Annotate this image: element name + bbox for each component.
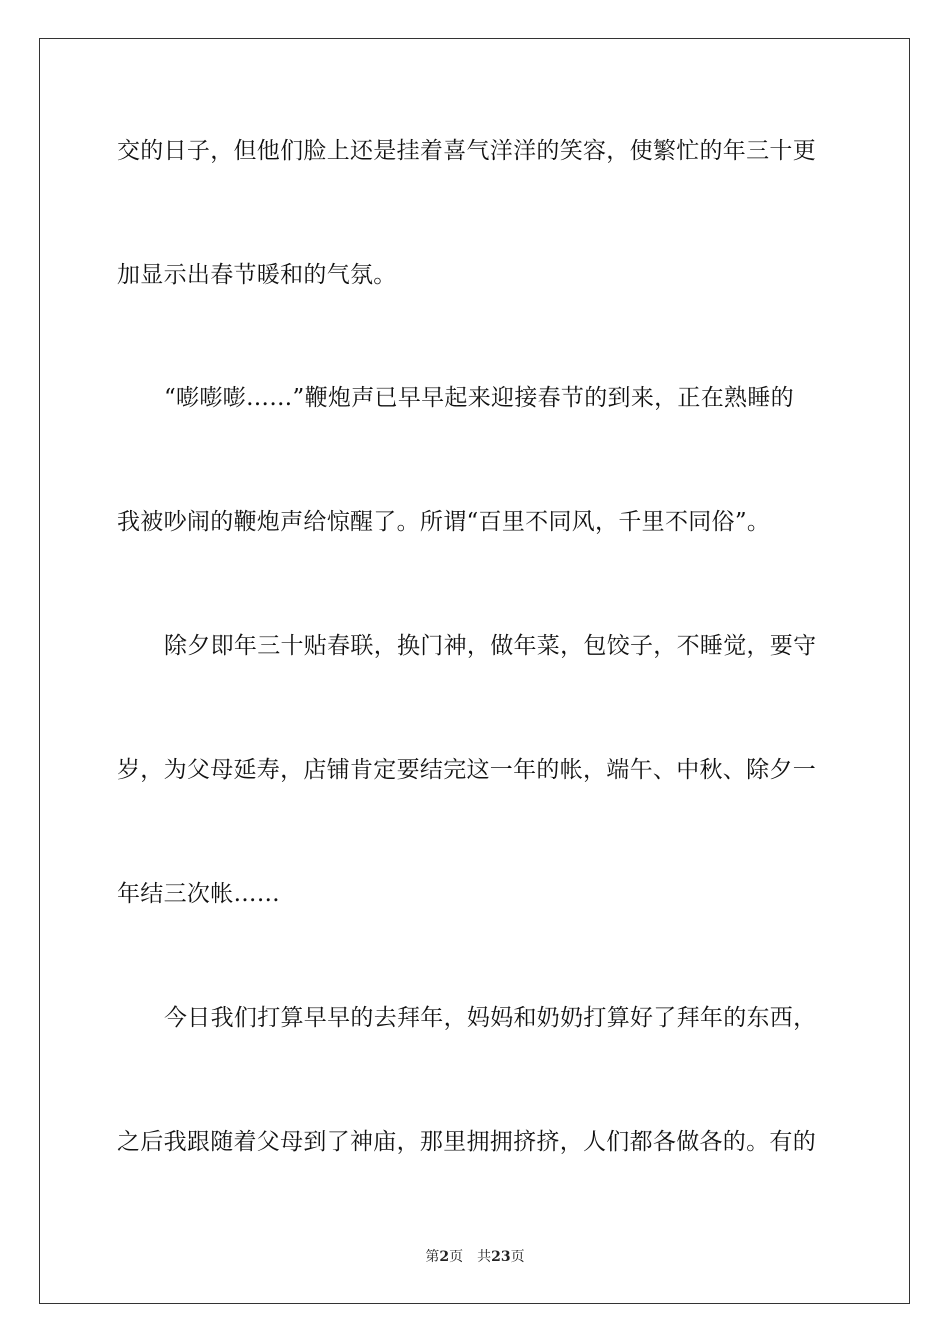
- page-border: [39, 38, 910, 1304]
- page-number: 2: [439, 1249, 450, 1265]
- body-text-line: 除夕即年三十贴春联，换门神，做年菜，包饺子，不睡觉，要守: [164, 633, 817, 659]
- body-text-line: “嘭嘭嘭……”鞭炮声已早早起来迎接春节的到来，正在熟睡的: [164, 385, 794, 411]
- body-text-line: 交的日子，但他们脸上还是挂着喜气洋洋的笑容，使繁忙的年三十更: [117, 138, 816, 164]
- total-pages: 23: [491, 1249, 511, 1265]
- total-suffix: 页: [510, 1249, 525, 1265]
- body-text-line: 之后我跟随着父母到了神庙，那里拥拥挤挤，人们都各做各的。有的: [117, 1129, 816, 1155]
- body-text-line: 岁，为父母延寿，店铺肯定要结完这一年的帐，端午、中秋、除夕一: [117, 757, 816, 783]
- body-text-line: 今日我们打算早早的去拜年，妈妈和奶奶打算好了拜年的东西，: [164, 1005, 817, 1031]
- body-text-line: 加显示出春节暖和的气氛。: [117, 262, 397, 288]
- body-text-line: 年结三次帐……: [117, 881, 281, 907]
- total-prefix: 共: [477, 1249, 492, 1265]
- page-footer: [0, 1248, 950, 1266]
- page-suffix: 页: [449, 1249, 464, 1265]
- body-text-line: 我被吵闹的鞭炮声给惊醒了。所谓“百里不同风，千里不同俗”。: [117, 509, 771, 535]
- page-prefix: 第: [425, 1249, 440, 1265]
